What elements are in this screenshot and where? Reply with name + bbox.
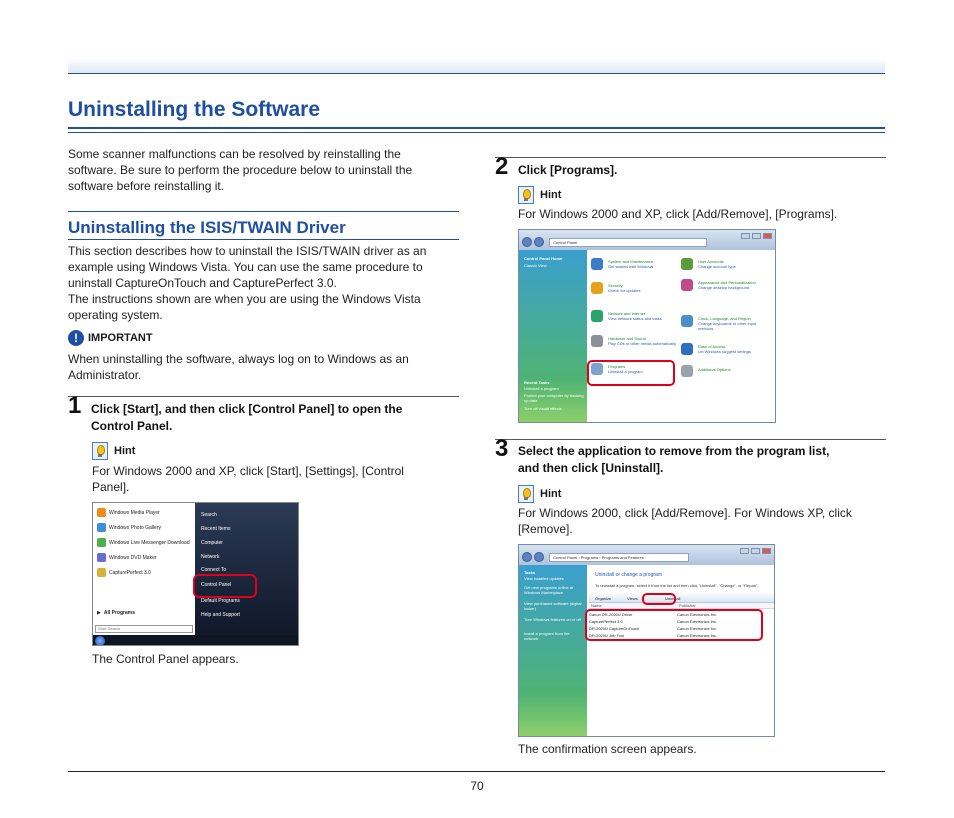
sidebar-classic-view[interactable]: Classic View (524, 263, 547, 268)
program-name: DR-2020U Job Tool (589, 633, 624, 638)
hint-label: Hint (540, 488, 562, 500)
important-line: When uninstalling the software, always log on to Windows as an (68, 352, 409, 366)
start-menu-right-pane (195, 503, 299, 635)
cp-item-sub: Check for updates (608, 288, 641, 293)
security-shield-icon (591, 282, 603, 294)
hint-label: Hint (114, 445, 136, 457)
important-text: IMPORTANT (88, 332, 153, 344)
hardware-printer-icon (591, 335, 603, 347)
address-bar[interactable]: Control Panel › Programs › Programs and Features (549, 553, 689, 562)
window-titlebar (519, 230, 775, 250)
start-menu-right-item[interactable]: Help and Support (201, 612, 240, 618)
close-icon[interactable] (763, 233, 772, 239)
control-panel-item[interactable]: Control Panel (201, 582, 232, 588)
intro-line: Some scanner malfunctions can be resolved by reinstalling the (68, 147, 401, 161)
start-menu-right-item[interactable]: Default Programs (201, 598, 240, 604)
hint-line: For Windows 2000 and XP, click [Add/Remove], [Programs]. (518, 207, 838, 221)
start-menu-item-label: Windows Live Messenger Download (109, 539, 190, 546)
captureperfect-icon (97, 568, 106, 577)
step-3-caption: The confirmation screen appears. (518, 742, 697, 756)
step-line: Select the application to remove from the program list, (518, 444, 830, 458)
nav-buttons (522, 552, 544, 562)
start-menu-item[interactable] (97, 553, 157, 562)
lightbulb-icon (518, 186, 534, 204)
program-publisher: Canon Electronics Inc. (677, 619, 718, 624)
section-line: operating system. (68, 308, 163, 322)
program-list-highlight (585, 609, 763, 641)
cp-item-sub: Play CDs or other media automatically (608, 341, 677, 346)
all-programs-item[interactable] (97, 610, 135, 616)
recent-tasks-label: Recent Tasks (524, 380, 550, 385)
start-menu-left-pane (93, 503, 195, 635)
hint-label: Hint (540, 189, 562, 201)
title-rule (68, 127, 885, 133)
control-panel-highlight (193, 574, 257, 598)
start-orb-icon[interactable] (95, 636, 105, 646)
additional-options-icon (681, 365, 693, 377)
programs-features-screenshot (518, 544, 775, 737)
cp-item-network[interactable] (608, 311, 680, 321)
cp-item-title: Security (608, 283, 623, 288)
start-menu-right-item[interactable]: Search (201, 512, 217, 518)
uninstall-highlight (642, 593, 676, 605)
cp-item-sub: Change keyboards or other input methods (698, 321, 757, 331)
programs-description: To uninstall a program, select it from the list and then click "Uninstall", "Change", or "Repair". (595, 583, 759, 588)
programs-highlight (587, 360, 675, 386)
control-panel-screenshot (518, 229, 776, 423)
program-name: CapturePerfect 3.0 (589, 619, 623, 624)
cp-item-title: User Accounts (698, 259, 724, 264)
close-icon[interactable] (762, 548, 771, 554)
cp-item-user-accounts[interactable] (698, 259, 770, 269)
nav-buttons (522, 237, 544, 247)
control-panel-sidebar (519, 250, 587, 422)
task-link[interactable]: Install a program from the network (524, 631, 570, 641)
page-number: 70 (470, 779, 484, 793)
user-accounts-icon (681, 258, 693, 270)
cp-item-ease-of-access[interactable] (698, 344, 770, 354)
maximize-icon[interactable] (751, 548, 760, 554)
hint-line: [Remove]. (518, 522, 573, 536)
step-2-text (518, 162, 878, 179)
organize-button[interactable]: Organize (595, 596, 612, 601)
maximize-icon[interactable] (752, 233, 761, 239)
step-3-text (518, 443, 883, 477)
programs-toolbar (589, 593, 774, 603)
start-search-input[interactable]: Start Search (95, 625, 193, 633)
section-text (68, 243, 463, 323)
cp-item-title: Appearance and Personalization (698, 280, 756, 285)
start-menu-item-label: Windows Photo Gallery (109, 524, 161, 531)
hint-line: For Windows 2000 and XP, click [Start], [Settings], [Control (92, 464, 404, 478)
programs-heading: Uninstall or change a program (595, 572, 662, 578)
section-line: uninstall CaptureOnTouch and CapturePerfect 3.0. (68, 276, 337, 290)
intro-line: software. Be sure to perform the procedure below to uninstall the (68, 163, 413, 177)
important-line: Administrator. (68, 368, 142, 382)
step-3-number: 3 (495, 435, 509, 462)
step-3-hint-text (518, 505, 883, 537)
lightbulb-icon (92, 442, 108, 460)
page-title: Uninstalling the Software (68, 98, 321, 121)
column-publisher[interactable]: Publisher (679, 603, 696, 608)
media-player-icon (97, 508, 106, 517)
forward-icon[interactable] (534, 552, 544, 562)
step-2-hint (518, 186, 561, 204)
section-line: example using Windows Vista. You can use the same procedure to (68, 260, 423, 274)
cp-item-title: Programs (608, 364, 626, 369)
section-line: The instructions shown are when you are using the Windows Vista (68, 292, 421, 306)
all-programs-label: All Programs (103, 610, 135, 616)
section-rule-top (68, 211, 459, 212)
step-2-number: 2 (495, 153, 509, 180)
step-2-rule (495, 157, 886, 158)
cp-item-title: Network and Internet (608, 311, 646, 316)
header-band (68, 58, 885, 74)
cp-item-hardware[interactable] (608, 336, 680, 346)
window-controls (741, 233, 772, 239)
cp-item-appearance[interactable] (698, 280, 770, 290)
start-menu-item[interactable] (97, 568, 151, 577)
cp-item-sub: Let Windows suggest settings (698, 349, 751, 354)
appearance-icon (681, 279, 693, 291)
program-publisher: Canon Electronics Inc. (677, 626, 718, 631)
forward-icon[interactable] (534, 237, 544, 247)
step-1-number: 1 (68, 392, 82, 419)
important-label (68, 330, 153, 346)
start-menu-item[interactable] (97, 508, 160, 517)
views-button[interactable]: Views (627, 596, 638, 601)
sidebar-home[interactable]: Control Panel Home (524, 256, 563, 261)
cp-item-title: Clock, Language, and Region (698, 316, 751, 321)
arrow-right-icon: ▶ (97, 610, 101, 616)
recent-task[interactable]: Uninstall a program (524, 386, 559, 391)
back-icon[interactable] (522, 552, 532, 562)
start-menu-item[interactable] (97, 538, 190, 547)
ease-of-access-icon (681, 343, 693, 355)
window-controls (740, 548, 771, 554)
cp-item-additional-options[interactable] (698, 367, 770, 372)
start-menu-item-label: Windows DVD Maker (109, 554, 157, 561)
start-menu-item-label: Windows Media Player (109, 509, 160, 516)
step-line: and then click [Uninstall]. (518, 461, 664, 475)
cp-item-title: Ease of Access (698, 344, 726, 349)
recent-task[interactable]: Turn off visual effects (524, 406, 562, 411)
program-publisher: Canon Electronics Inc. (677, 612, 718, 617)
step-3-rule (495, 439, 886, 440)
start-menu-right-item[interactable]: Connect To (201, 567, 227, 573)
cp-item-sub: Change desktop background (698, 285, 750, 290)
program-name: DR-2020U CaptureOnTouch (589, 626, 640, 631)
section-title: Uninstalling the ISIS/TWAIN Driver (68, 218, 346, 237)
back-icon[interactable] (522, 237, 532, 247)
address-bar[interactable]: Control Panel (549, 238, 707, 247)
step-line: Click [Start], and then click [Control Panel] to open the (91, 402, 403, 416)
task-link[interactable]: View purchased software (digital locker) (524, 601, 582, 611)
taskbar (93, 635, 299, 646)
cp-item-sub: Get started with Windows (608, 264, 654, 269)
cp-item-sub: Change account type (698, 264, 736, 269)
start-menu-item-label: CapturePerfect 3.0 (109, 569, 151, 576)
step-line: Control Panel. (91, 419, 173, 433)
start-menu-right-item[interactable]: Computer (201, 540, 223, 546)
exclamation-icon: ! (68, 330, 84, 346)
recent-task[interactable]: Protect your computer by backing up data (524, 393, 584, 403)
task-link[interactable]: Turn Windows features on or off (524, 617, 581, 622)
cp-item-sub: Uninstall a program (608, 369, 643, 374)
column-name[interactable]: Name (591, 603, 602, 608)
minimize-icon[interactable] (740, 548, 749, 554)
minimize-icon[interactable] (741, 233, 750, 239)
clock-globe-icon (681, 315, 693, 327)
lightbulb-icon (518, 485, 534, 503)
step-1-text (91, 401, 461, 435)
intro-text (68, 146, 468, 194)
footer-rule (68, 771, 885, 772)
hint-line: For Windows 2000, click [Add/Remove]. For Windows XP, click (518, 506, 852, 520)
hint-line: Panel]. (92, 480, 130, 494)
task-link[interactable]: View installed updates (524, 576, 564, 581)
window-titlebar (519, 545, 774, 565)
step-2-hint-text (518, 206, 878, 222)
start-menu-item[interactable] (97, 523, 161, 532)
important-body (68, 351, 463, 383)
messenger-icon (97, 538, 106, 547)
tasks-label: Tasks (524, 570, 536, 575)
photo-gallery-icon (97, 523, 106, 532)
uninstall-button[interactable]: Uninstall (665, 596, 681, 601)
system-icon (591, 258, 603, 270)
cp-item-security[interactable] (608, 283, 680, 293)
step-3-hint (518, 485, 561, 503)
step-1-rule (68, 396, 459, 397)
start-menu-right-item[interactable]: Recent Items (201, 526, 231, 532)
step-1-caption: The Control Panel appears. (92, 652, 239, 666)
cp-item-title: Hardware and Sound (608, 336, 646, 341)
cp-item-title: System and Maintenance (608, 259, 654, 264)
start-menu-right-item[interactable]: Network (201, 554, 220, 560)
step-line: Click [Programs]. (518, 163, 618, 177)
tasks-sidebar (519, 565, 587, 736)
program-name: Canon DR-2020U Driver (589, 612, 633, 617)
cp-item-clock[interactable] (698, 316, 770, 331)
step-1-hint (92, 442, 135, 460)
network-globe-icon (591, 310, 603, 322)
intro-line: software before reinstalling it. (68, 179, 225, 193)
cp-item-system[interactable] (608, 259, 680, 269)
section-line: This section describes how to uninstall the ISIS/TWAIN driver as an (68, 244, 427, 258)
task-link[interactable]: Get new programs online at Windows Marketplace (524, 585, 574, 595)
dvd-maker-icon (97, 553, 106, 562)
step-1-hint-text (92, 463, 462, 495)
section-rule-bottom (68, 239, 459, 240)
cp-item-sub: View network status and tasks (608, 316, 662, 321)
cp-item-title: Additional Options (698, 367, 731, 372)
program-publisher: Canon Electronics Inc. (677, 633, 718, 638)
